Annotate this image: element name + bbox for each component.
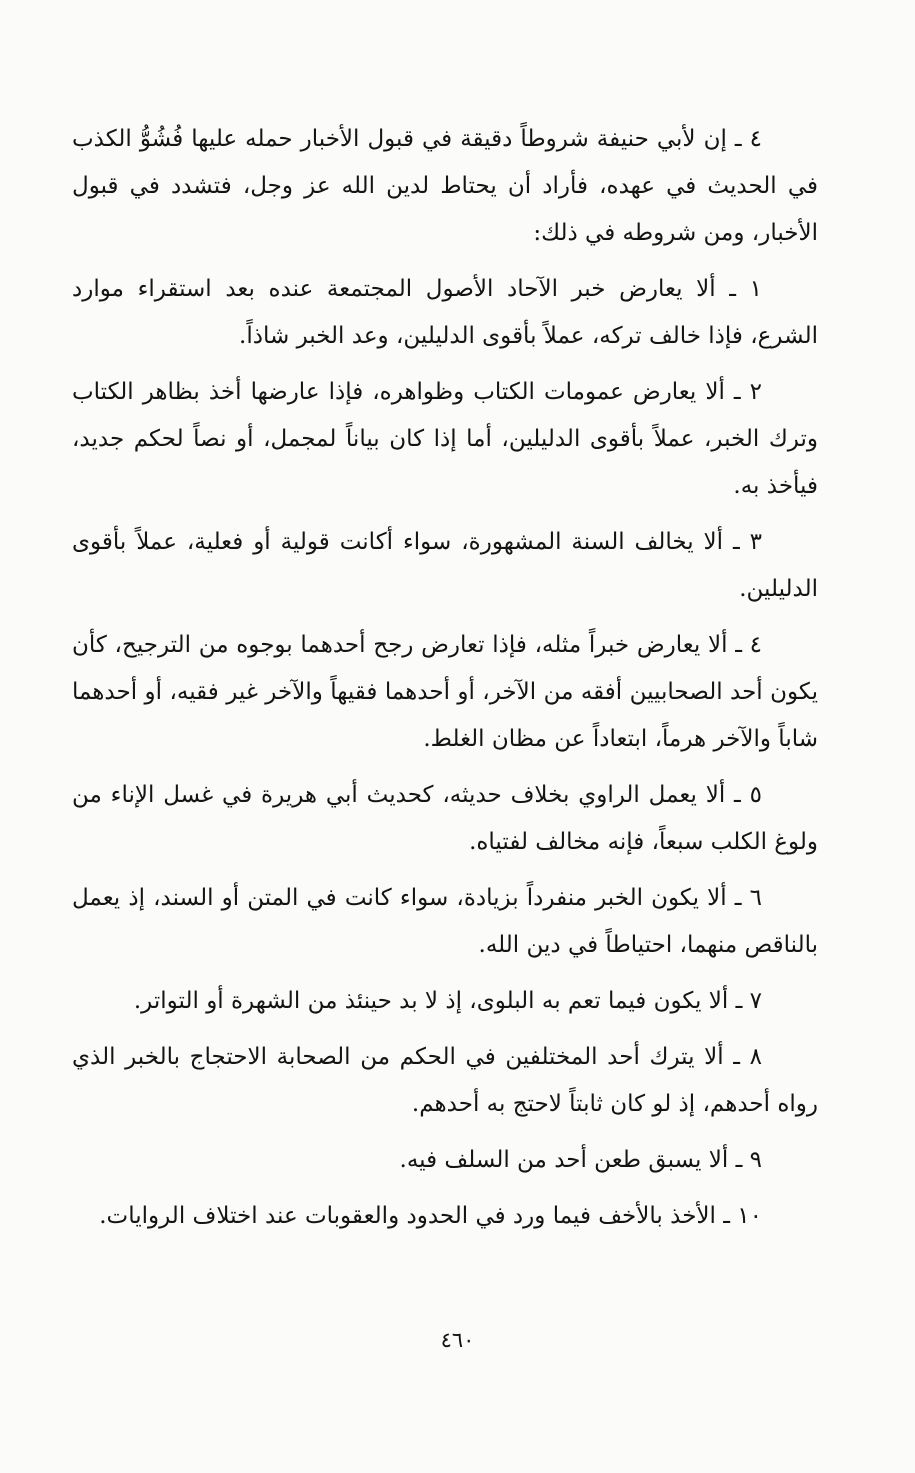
condition-3: ٣ ـ ألا يخالف السنة المشهورة، سواء أكانت قولية أو فعلية، عملاً بأقوى الدليلين.: [72, 529, 818, 602]
page-number: ٤٦٠: [440, 1328, 475, 1352]
condition-5: ٥ ـ ألا يعمل الراوي بخلاف حديثه، كحديث أبي هريرة في غسل الإناء من ولوغ الكلب سبعاً، فإنه مخالف لفتياه.: [72, 782, 818, 855]
condition-8: ٨ ـ ألا يترك أحد المختلفين في الحكم من الصحابة الاحتجاج بالخبر الذي رواه أحدهم، إذ لو كان ثابتاً لاحتج به أحدهم.: [72, 1044, 818, 1117]
condition-1: ١ ـ ألا يعارض خبر الآحاد الأصول المجتمعة عنده بعد استقراء موارد الشرع، فإذا خالف تركه، عملاً بأقوى الدليلين، وعد الخبر شاذاً.: [72, 276, 818, 349]
condition-9: ٩ ـ ألا يسبق طعن أحد من السلف فيه.: [399, 1147, 762, 1173]
condition-10: ١٠ ـ الأخذ بالأخف فيما ورد في الحدود والعقوبات عند اختلاف الروايات.: [99, 1203, 762, 1229]
intro-paragraph: ٤ ـ إن لأبي حنيفة شروطاً دقيقة في قبول الأخبار حمله عليها فُشُوُّ الكذب في الحديث في عهده، فأراد أن يحتاط لدين الله عز وجل، فتشدد في قبول الأخبار، ومن شروطه في ذلك:: [72, 126, 818, 246]
condition-6: ٦ ـ ألا يكون الخبر منفرداً بزيادة، سواء كانت في المتن أو السند، إذ يعمل بالناقص منهما، احتياطاً في دين الله.: [72, 885, 818, 958]
condition-4: ٤ ـ ألا يعارض خبراً مثله، فإذا تعارض رجح أحدهما بوجوه من الترجيح، كأن يكون أحد الصحابيين أفقه من الآخر، أو أحدهما فقيهاً والآخر غير فقيه، أو أحدهما شاباً والآخر هرماً، ابتعاداً عن مظان الغلط.: [72, 632, 818, 752]
body-text: [72, 116, 818, 1249]
condition-2: ٢ ـ ألا يعارض عمومات الكتاب وظواهره، فإذا عارضها أخذ بظاهر الكتاب وترك الخبر، عملاً بأقوى الدليلين، أما إذا كان بياناً لمجمل، أو نصاً لحكم جديد، فيأخذ به.: [72, 379, 818, 499]
condition-7: ٧ ـ ألا يكون فيما تعم به البلوى، إذ لا بد حينئذ من الشهرة أو التواتر.: [133, 988, 762, 1014]
